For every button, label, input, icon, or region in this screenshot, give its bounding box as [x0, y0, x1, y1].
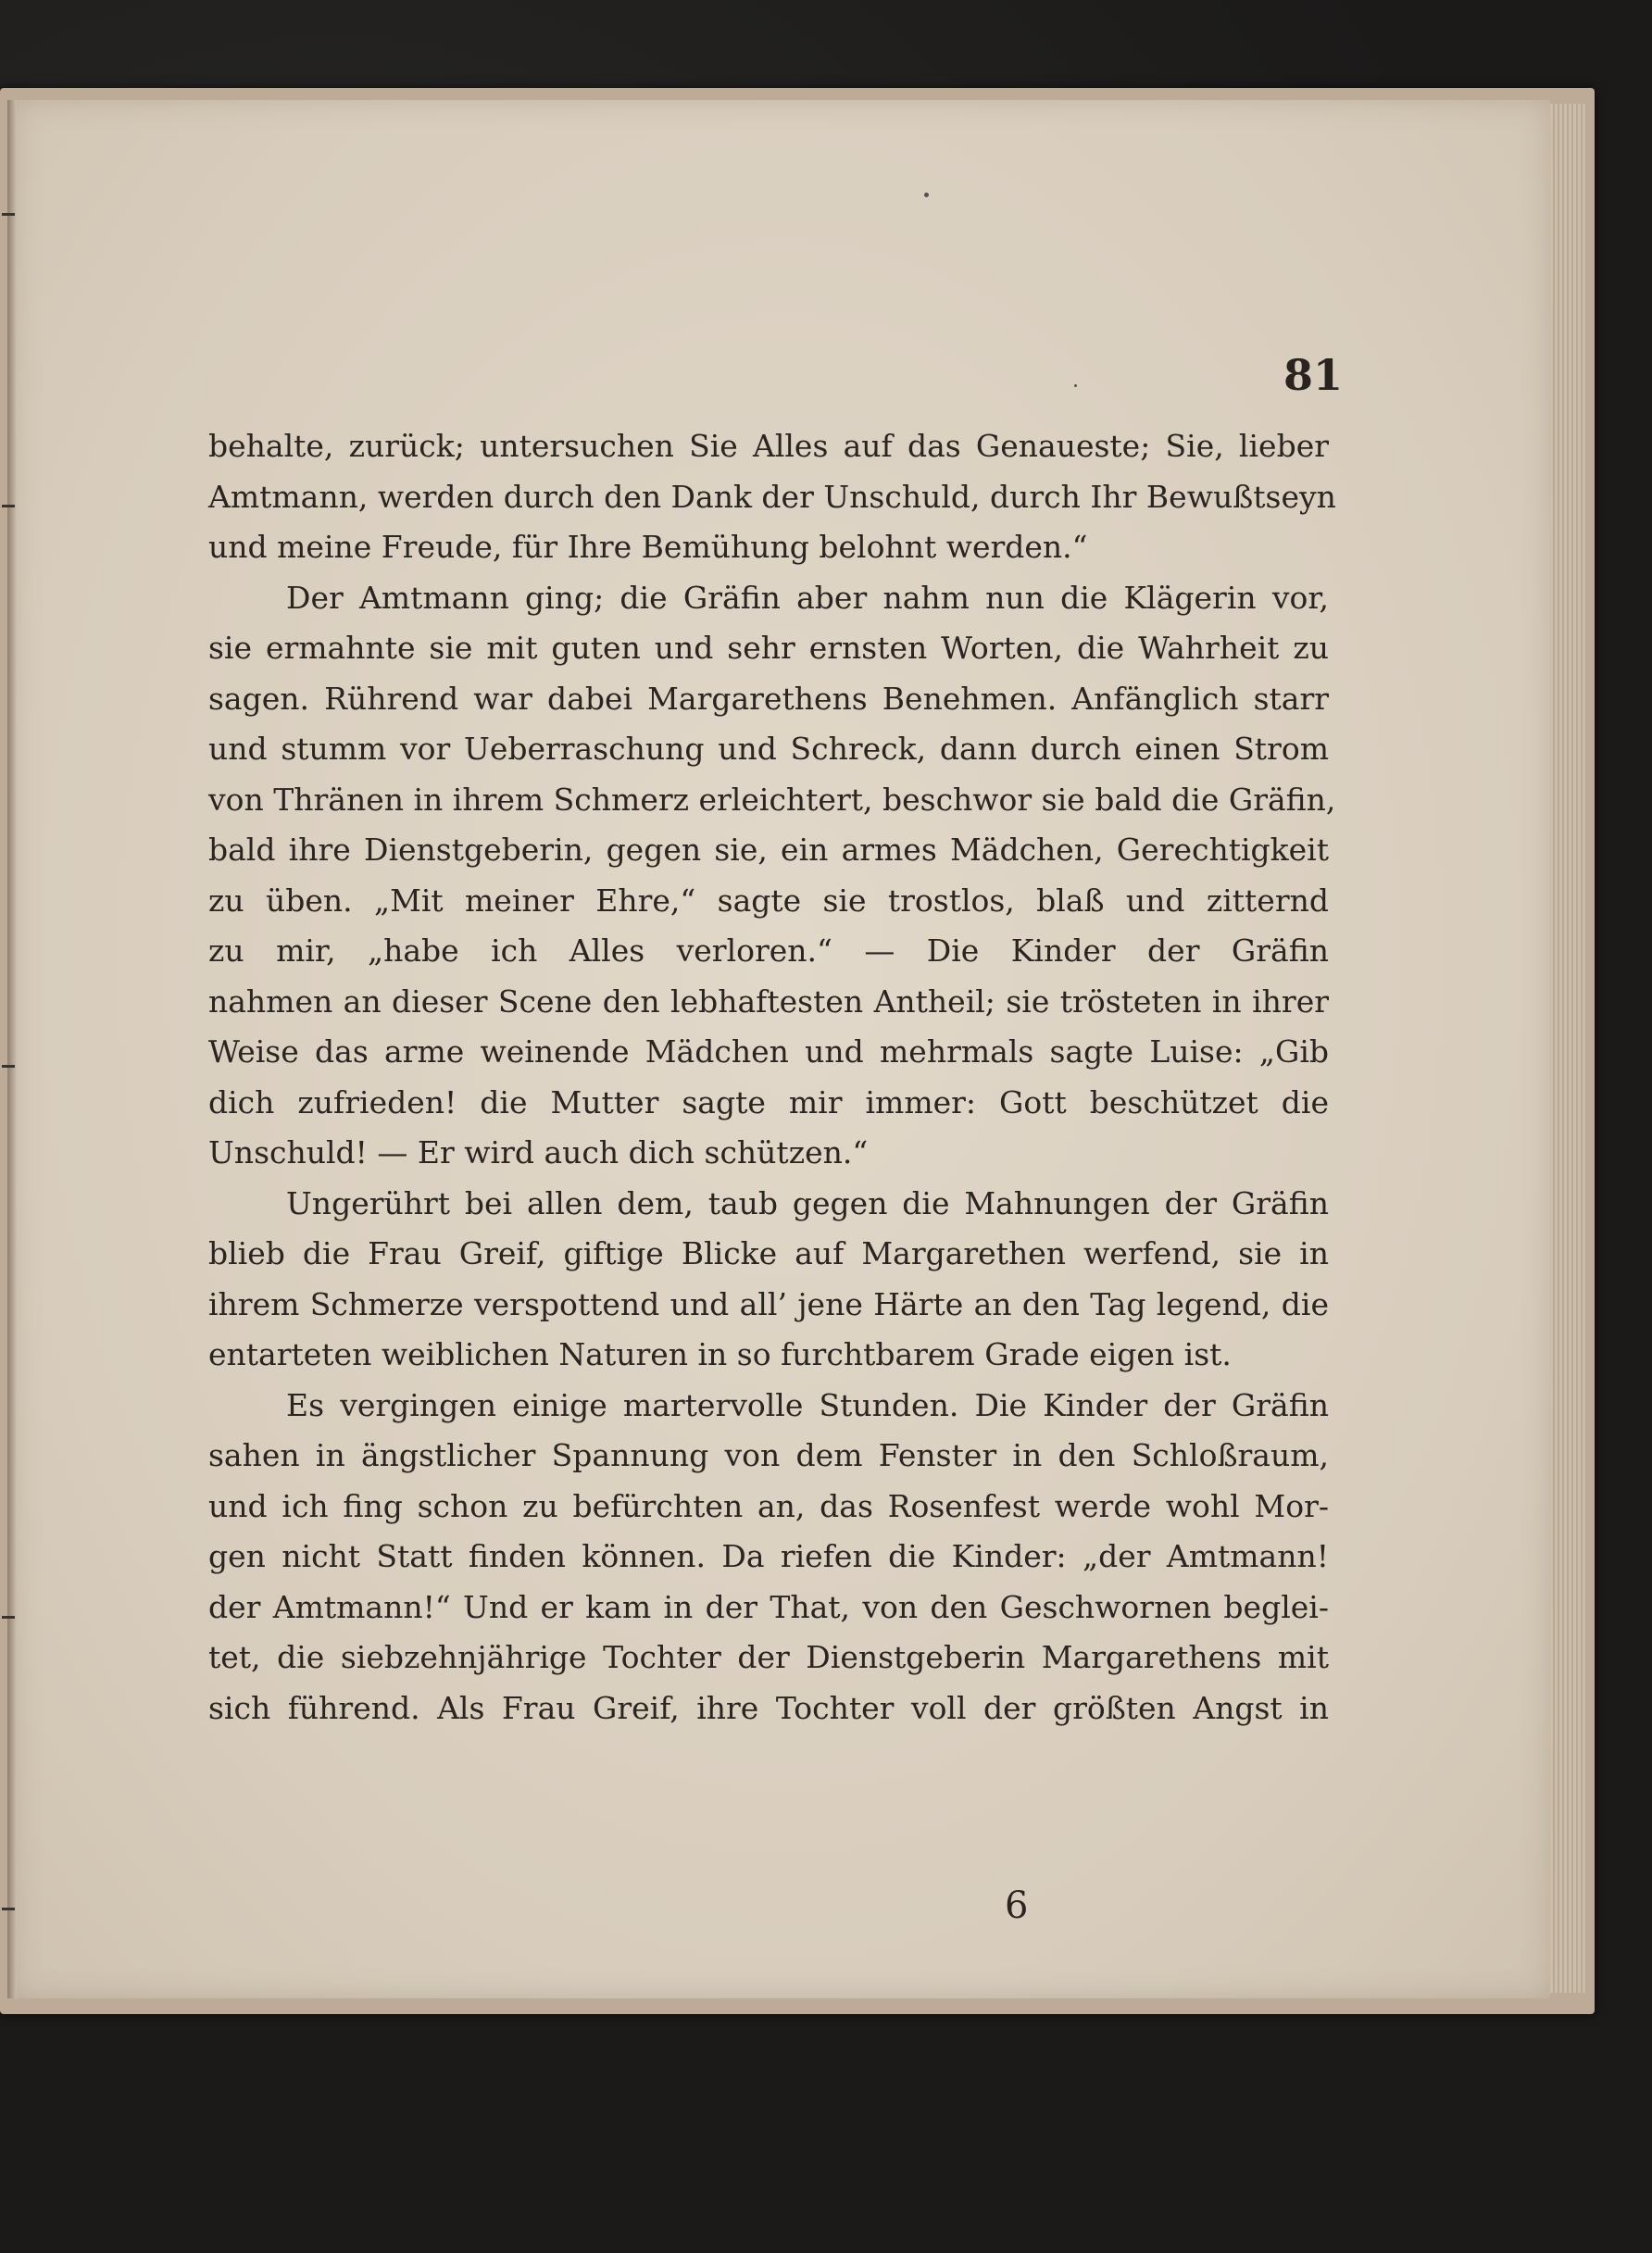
text-line: sich führend. Als Frau Greif, ihre Tochter voll der größten Angst in	[208, 1689, 1329, 1726]
text-line: zu mir, „habe ich Alles verloren.“ — Die Kinder der Gräfin	[208, 932, 1329, 969]
text-line: nahmen an dieser Scene den lebhaftesten Antheil; sie trösteten in ihrer	[208, 983, 1329, 1020]
text-line: Unschuld! — Er wird auch dich schützen.“	[208, 1134, 869, 1170]
text-line: gen nicht Statt finden können. Da riefen die Kinder: „der Amtmann!	[208, 1538, 1329, 1574]
text-line: entarteten weiblichen Naturen in so furchtbarem Grade eigen ist.	[208, 1336, 1232, 1372]
text-line: behalte, zurück; untersuchen Sie Alles auf das Genaueste; Sie, lieber	[208, 428, 1329, 464]
text-line: von Thränen in ihrem Schmerz erleichtert, beschwor sie bald die Gräfin,	[208, 781, 1336, 818]
text-line: bald ihre Dienstgeberin, gegen sie, ein armes Mädchen, Gerechtigkeit	[208, 832, 1329, 868]
text-line: der Amtmann!“ Und er kam in der That, von den Geschwornen beglei-	[208, 1588, 1329, 1625]
signature-mark: 6	[1005, 1884, 1029, 1927]
binding-mark	[2, 1065, 15, 1068]
text-line: blieb die Frau Greif, giftige Blicke auf Margarethen werfend, sie in	[208, 1235, 1329, 1271]
text-line: Der Amtmann ging; die Gräfin aber nahm nun die Klägerin vor,	[286, 579, 1329, 616]
page-number: 81	[1283, 350, 1343, 400]
text-line: sagen. Rührend war dabei Margarethens Benehmen. Anfänglich starr	[208, 680, 1329, 717]
text-line: Ungerührt bei allen dem, taub gegen die Mahnungen der Gräfin	[286, 1184, 1329, 1221]
body-text	[208, 421, 1336, 1734]
binding-mark	[2, 1908, 15, 1910]
text-line: zu üben. „Mit meiner Ehre,“ sagte sie trostlos, blaß und zitternd	[208, 882, 1329, 919]
text-line: Es vergingen einige martervolle Stunden. Die Kinder der Gräfin	[286, 1386, 1329, 1423]
text-line: sahen in ängstlicher Spannung von dem Fenster in den Schloßraum,	[208, 1437, 1329, 1473]
text-line: und stumm vor Ueberraschung und Schreck, dann durch einen Strom	[208, 731, 1329, 767]
page-gutter	[7, 100, 17, 1998]
binding-mark	[2, 505, 15, 507]
text-line: Amtmann, werden durch den Dank der Unschuld, durch Ihr Bewußtseyn	[208, 478, 1336, 515]
binding-mark	[2, 213, 15, 216]
text-line: sie ermahnte sie mit guten und sehr ernsten Worten, die Wahrheit zu	[208, 630, 1329, 666]
text-line: Weise das arme weinende Mädchen und mehrmals sagte Luise: „Gib	[208, 1033, 1329, 1070]
text-line: tet, die siebzehnjährige Tochter der Dienstgeberin Margarethens mit	[208, 1639, 1329, 1675]
binding-mark	[2, 1616, 15, 1619]
paper-speck	[1074, 384, 1077, 387]
text-line: dich zufrieden! die Mutter sagte mir immer: Gott beschützet die	[208, 1083, 1329, 1120]
paper-speck	[924, 193, 929, 197]
text-line: ihrem Schmerze verspottend und all’ jene Härte an den Tag legend, die	[208, 1285, 1329, 1322]
page-stack-edge	[1550, 104, 1587, 1993]
text-line: und ich fing schon zu befürchten an, das Rosenfest werde wohl Mor-	[208, 1487, 1329, 1524]
text-line: und meine Freude, für Ihre Bemühung belohnt werden.“	[208, 529, 1088, 565]
